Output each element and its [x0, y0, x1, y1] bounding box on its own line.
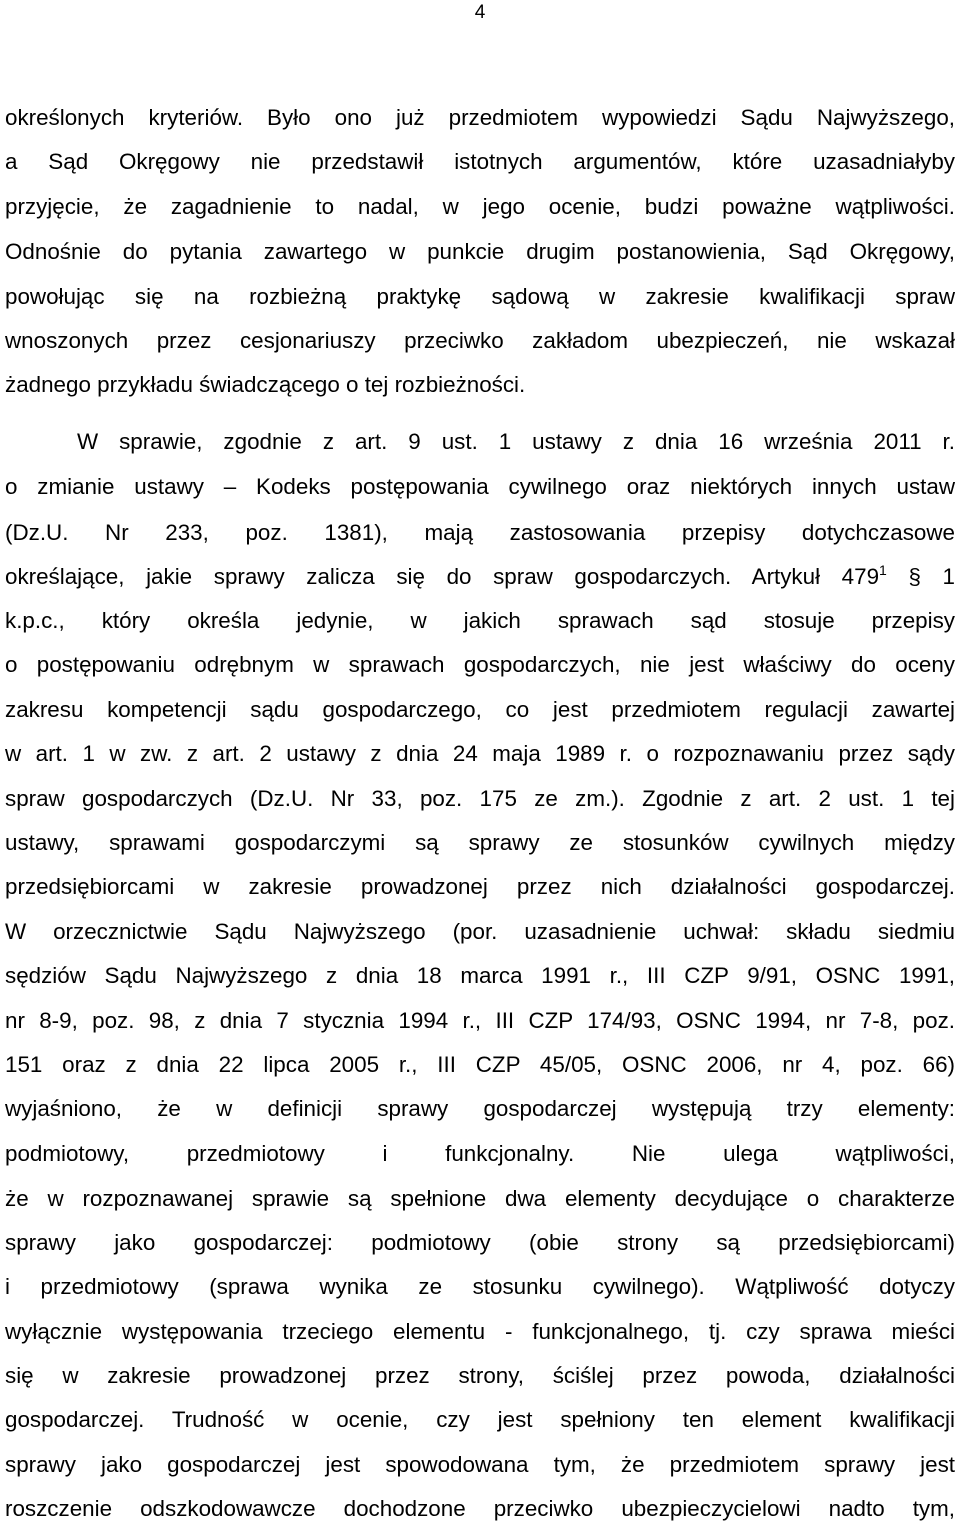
text-line: o zmianie ustawy – Kodeks postępowania cywilnego oraz niektórych innych ustaw — [5, 474, 955, 499]
text-line: przedsiębiorcami w zakresie prowadzonej przez nich działalności gospodarczej. — [5, 874, 955, 899]
text-segment: określające, jakie sprawy zalicza się do spraw gospodarczych. Artykuł 479 — [5, 564, 880, 589]
text-line: w art. 1 w zw. z art. 2 ustawy z dnia 24 maja 1989 r. o rozpoznawaniu przez sądy — [5, 741, 955, 766]
text-line: a Sąd Okręgowy nie przedstawił istotnych argumentów, które uzasadniałyby — [5, 149, 955, 174]
text-line: o postępowaniu odrębnym w sprawach gospodarczych, nie jest właściwy do oceny — [5, 652, 955, 677]
text-line: zakresu kompetencji sądu gospodarczego, co jest przedmiotem regulacji zawartej — [5, 697, 955, 722]
text-line: W orzecznictwie Sądu Najwyższego (por. uzasadnienie uchwał: składu siedmiu — [5, 919, 955, 944]
text-line: Odnośnie do pytania zawartego w punkcie drugim postanowienia, Sąd Okręgowy, — [5, 239, 955, 264]
text-line-with-superscript — [5, 562, 955, 592]
text-line: W sprawie, zgodnie z art. 9 ust. 1 ustawy z dnia 16 września 2011 r. — [77, 429, 955, 454]
text-line: (Dz.U. Nr 233, poz. 1381), mają zastosowania przepisy dotychczasowe — [5, 520, 955, 545]
text-line: że w rozpoznawanej sprawie są spełnione dwa elementy decydujące o charakterze — [5, 1186, 955, 1211]
text-line: się w zakresie prowadzonej przez strony, ściślej przez powoda, działalności — [5, 1363, 955, 1388]
text-line: wnoszonych przez cesjonariuszy przeciwko zakładom ubezpieczeń, nie wskazał — [5, 328, 955, 353]
text-line: nr 8-9, poz. 98, z dnia 7 stycznia 1994 r., III CZP 174/93, OSNC 1994, nr 7-8, poz. — [5, 1008, 955, 1033]
text-line: sędziów Sądu Najwyższego z dnia 18 marca 1991 r., III CZP 9/91, OSNC 1991, — [5, 963, 955, 988]
text-line: i przedmiotowy (sprawa wynika ze stosunku cywilnego). Wątpliwość dotyczy — [5, 1274, 955, 1299]
text-line: gospodarczej. Trudność w ocenie, czy jest spełniony ten element kwalifikacji — [5, 1407, 955, 1432]
text-segment: § 1 — [908, 564, 955, 589]
text-line: spraw gospodarczych (Dz.U. Nr 33, poz. 175 ze zm.). Zgodnie z art. 2 ust. 1 tej — [5, 786, 955, 811]
text-line: 151 oraz z dnia 22 lipca 2005 r., III CZP 45/05, OSNC 2006, nr 4, poz. 66) — [5, 1052, 955, 1077]
text-line: ustawy, sprawami gospodarczymi są sprawy ze stosunków cywilnych między — [5, 830, 955, 855]
superscript: 1 — [879, 562, 887, 578]
text-line: roszczenie odszkodowawcze dochodzone przeciwko ubezpieczycielowi nadto tym, — [5, 1496, 955, 1521]
text-line: podmiotowy, przedmiotowy i funkcjonalny. Nie ulega wątpliwości, — [5, 1141, 955, 1166]
page-number: 4 — [474, 2, 486, 23]
text-line: żadnego przykładu świadczącego o tej rozbieżności. — [5, 372, 526, 397]
text-line: k.p.c., który określa jedynie, w jakich sprawach sąd stosuje przepisy — [5, 608, 955, 633]
text-line: określonych kryteriów. Było ono już przedmiotem wypowiedzi Sądu Najwyższego, — [5, 105, 955, 130]
text-line: wyłącznie występowania trzeciego elementu - funkcjonalnego, tj. czy sprawa mieści — [5, 1319, 955, 1344]
text-line: sprawy jako gospodarczej: podmiotowy (obie strony są przedsiębiorcami) — [5, 1230, 955, 1255]
text-line: sprawy jako gospodarczej jest spowodowana tym, że przedmiotem sprawy jest — [5, 1452, 955, 1477]
text-line: przyjęcie, że zagadnienie to nadal, w jego ocenie, budzi poważne wątpliwości. — [5, 194, 955, 219]
text-line: powołując się na rozbieżną praktykę sądową w zakresie kwalifikacji spraw — [5, 284, 955, 309]
text-line: wyjaśniono, że w definicji sprawy gospodarczej występują trzy elementy: — [5, 1096, 955, 1121]
